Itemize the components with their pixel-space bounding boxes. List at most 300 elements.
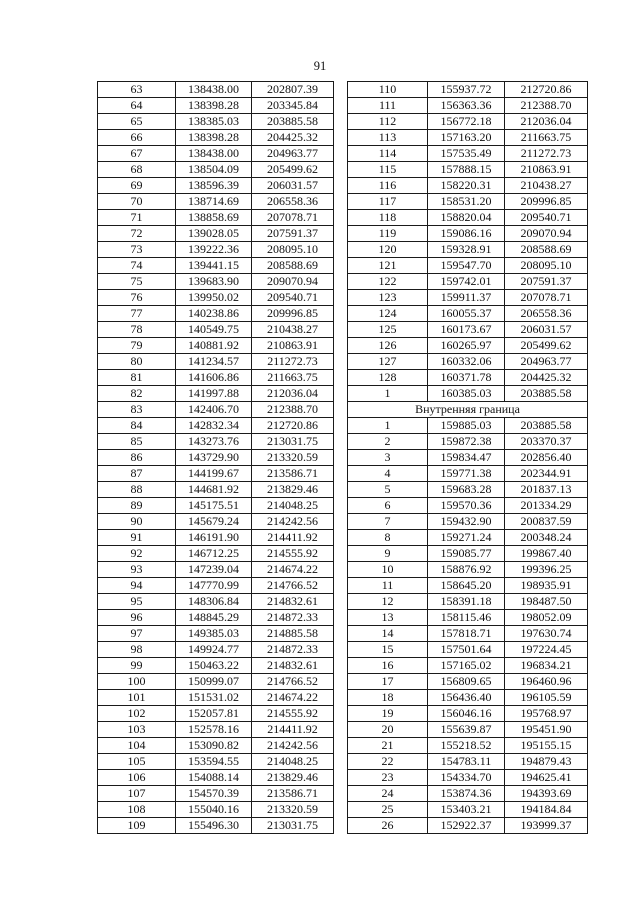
point-number-cell: 126	[348, 338, 428, 354]
point-number-cell: 63	[98, 82, 176, 98]
x-coordinate-cell: 148845.29	[176, 610, 252, 626]
table-row	[348, 290, 588, 306]
y-coordinate-cell: 204963.77	[252, 146, 334, 162]
x-coordinate-cell: 158820.04	[428, 210, 505, 226]
y-coordinate-cell: 200348.24	[505, 530, 588, 546]
point-number-cell: 109	[98, 818, 176, 834]
point-number-cell: 115	[348, 162, 428, 178]
y-coordinate-cell: 197630.74	[505, 626, 588, 642]
x-coordinate-cell: 157163.20	[428, 130, 505, 146]
x-coordinate-cell: 160055.37	[428, 306, 505, 322]
y-coordinate-cell: 207078.71	[505, 290, 588, 306]
point-number-cell: 101	[98, 690, 176, 706]
table-row	[98, 738, 334, 754]
point-number-cell: 98	[98, 642, 176, 658]
point-number-cell: 25	[348, 802, 428, 818]
x-coordinate-cell: 152057.81	[176, 706, 252, 722]
point-number-cell: 75	[98, 274, 176, 290]
table-row	[98, 626, 334, 642]
point-number-cell: 26	[348, 818, 428, 834]
point-number-cell: 113	[348, 130, 428, 146]
table-row	[98, 242, 334, 258]
x-coordinate-cell: 155937.72	[428, 82, 505, 98]
y-coordinate-cell: 206558.36	[252, 194, 334, 210]
point-number-cell: 78	[98, 322, 176, 338]
x-coordinate-cell: 150463.22	[176, 658, 252, 674]
point-number-cell: 65	[98, 114, 176, 130]
table-row	[98, 322, 334, 338]
point-number-cell: 83	[98, 402, 176, 418]
y-coordinate-cell: 196105.59	[505, 690, 588, 706]
table-row	[98, 338, 334, 354]
y-coordinate-cell: 213320.59	[252, 450, 334, 466]
table-row	[348, 546, 588, 562]
y-coordinate-cell: 196460.96	[505, 674, 588, 690]
point-number-cell: 74	[98, 258, 176, 274]
y-coordinate-cell: 212720.86	[252, 418, 334, 434]
point-number-cell: 120	[348, 242, 428, 258]
y-coordinate-cell: 213586.71	[252, 466, 334, 482]
x-coordinate-cell: 155218.52	[428, 738, 505, 754]
point-number-cell: 128	[348, 370, 428, 386]
y-coordinate-cell: 199396.25	[505, 562, 588, 578]
point-number-cell: 119	[348, 226, 428, 242]
y-coordinate-cell: 214885.58	[252, 626, 334, 642]
table-row	[98, 770, 334, 786]
point-number-cell: 105	[98, 754, 176, 770]
table-row	[98, 610, 334, 626]
x-coordinate-cell: 159570.36	[428, 498, 505, 514]
table-row	[348, 530, 588, 546]
point-number-cell: 100	[98, 674, 176, 690]
table-row	[348, 386, 588, 402]
point-number-cell: 16	[348, 658, 428, 674]
point-number-cell: 12	[348, 594, 428, 610]
y-coordinate-cell: 194184.84	[505, 802, 588, 818]
point-number-cell: 92	[98, 546, 176, 562]
y-coordinate-cell: 213031.75	[252, 818, 334, 834]
point-number-cell: 82	[98, 386, 176, 402]
x-coordinate-cell: 159771.38	[428, 466, 505, 482]
y-coordinate-cell: 205499.62	[505, 338, 588, 354]
x-coordinate-cell: 159683.28	[428, 482, 505, 498]
x-coordinate-cell: 160385.03	[428, 386, 505, 402]
y-coordinate-cell: 196834.21	[505, 658, 588, 674]
table-row	[348, 578, 588, 594]
table-row	[348, 194, 588, 210]
x-coordinate-cell: 158220.31	[428, 178, 505, 194]
y-coordinate-cell: 214242.56	[252, 514, 334, 530]
y-coordinate-cell: 193999.37	[505, 818, 588, 834]
table-row	[98, 514, 334, 530]
x-coordinate-cell: 147770.99	[176, 578, 252, 594]
point-number-cell: 6	[348, 498, 428, 514]
x-coordinate-cell: 139028.05	[176, 226, 252, 242]
y-coordinate-cell: 204425.32	[252, 130, 334, 146]
table-row	[348, 722, 588, 738]
section-header-row	[348, 402, 588, 418]
table-row	[98, 402, 334, 418]
point-number-cell: 84	[98, 418, 176, 434]
point-number-cell: 1	[348, 418, 428, 434]
y-coordinate-cell: 214555.92	[252, 546, 334, 562]
point-number-cell: 122	[348, 274, 428, 290]
y-coordinate-cell: 214832.61	[252, 658, 334, 674]
table-row	[348, 642, 588, 658]
table-row	[98, 146, 334, 162]
y-coordinate-cell: 203345.84	[252, 98, 334, 114]
x-coordinate-cell: 138438.00	[176, 82, 252, 98]
x-coordinate-cell: 140881.92	[176, 338, 252, 354]
y-coordinate-cell: 194879.43	[505, 754, 588, 770]
table-row	[98, 450, 334, 466]
y-coordinate-cell: 203370.37	[505, 434, 588, 450]
table-row	[348, 786, 588, 802]
y-coordinate-cell: 212036.04	[252, 386, 334, 402]
table-row	[348, 274, 588, 290]
point-number-cell: 7	[348, 514, 428, 530]
point-number-cell: 123	[348, 290, 428, 306]
point-number-cell: 80	[98, 354, 176, 370]
y-coordinate-cell: 210438.27	[505, 178, 588, 194]
point-number-cell: 102	[98, 706, 176, 722]
point-number-cell: 88	[98, 482, 176, 498]
table-row	[348, 258, 588, 274]
x-coordinate-cell: 156046.16	[428, 706, 505, 722]
x-coordinate-cell: 158645.20	[428, 578, 505, 594]
x-coordinate-cell: 149385.03	[176, 626, 252, 642]
table-row	[98, 130, 334, 146]
table-row	[98, 210, 334, 226]
table-row	[98, 434, 334, 450]
table-row	[98, 194, 334, 210]
table-row	[98, 306, 334, 322]
point-number-cell: 121	[348, 258, 428, 274]
x-coordinate-cell: 138398.28	[176, 98, 252, 114]
x-coordinate-cell: 158876.92	[428, 562, 505, 578]
table-row	[348, 242, 588, 258]
table-row	[98, 546, 334, 562]
point-number-cell: 73	[98, 242, 176, 258]
x-coordinate-cell: 159742.01	[428, 274, 505, 290]
y-coordinate-cell: 203885.58	[505, 386, 588, 402]
coordinates-table-right	[347, 81, 588, 834]
x-coordinate-cell: 159547.70	[428, 258, 505, 274]
x-coordinate-cell: 153594.55	[176, 754, 252, 770]
y-coordinate-cell: 213586.71	[252, 786, 334, 802]
x-coordinate-cell: 140238.86	[176, 306, 252, 322]
x-coordinate-cell: 140549.75	[176, 322, 252, 338]
y-coordinate-cell: 214832.61	[252, 594, 334, 610]
point-number-cell: 99	[98, 658, 176, 674]
y-coordinate-cell: 213031.75	[252, 434, 334, 450]
y-coordinate-cell: 211663.75	[252, 370, 334, 386]
point-number-cell: 69	[98, 178, 176, 194]
y-coordinate-cell: 210438.27	[252, 322, 334, 338]
x-coordinate-cell: 139950.02	[176, 290, 252, 306]
x-coordinate-cell: 157888.15	[428, 162, 505, 178]
point-number-cell: 124	[348, 306, 428, 322]
table-row	[348, 482, 588, 498]
y-coordinate-cell: 209070.94	[252, 274, 334, 290]
x-coordinate-cell: 138398.28	[176, 130, 252, 146]
table-row	[98, 354, 334, 370]
x-coordinate-cell: 151531.02	[176, 690, 252, 706]
table-row	[98, 370, 334, 386]
point-number-cell: 85	[98, 434, 176, 450]
y-coordinate-cell: 202807.39	[252, 82, 334, 98]
y-coordinate-cell: 207078.71	[252, 210, 334, 226]
table-row	[348, 338, 588, 354]
y-coordinate-cell: 212388.70	[505, 98, 588, 114]
x-coordinate-cell: 160332.06	[428, 354, 505, 370]
table-row	[98, 290, 334, 306]
point-number-cell: 23	[348, 770, 428, 786]
y-coordinate-cell: 213320.59	[252, 802, 334, 818]
y-coordinate-cell: 214411.92	[252, 530, 334, 546]
table-row	[348, 802, 588, 818]
x-coordinate-cell: 159086.16	[428, 226, 505, 242]
table-row	[98, 178, 334, 194]
table-row	[348, 354, 588, 370]
y-coordinate-cell: 204963.77	[505, 354, 588, 370]
y-coordinate-cell: 198487.50	[505, 594, 588, 610]
y-coordinate-cell: 214048.25	[252, 754, 334, 770]
point-number-cell: 64	[98, 98, 176, 114]
table-row	[348, 818, 588, 834]
y-coordinate-cell: 214872.33	[252, 642, 334, 658]
point-number-cell: 106	[98, 770, 176, 786]
y-coordinate-cell: 214555.92	[252, 706, 334, 722]
x-coordinate-cell: 156363.36	[428, 98, 505, 114]
point-number-cell: 125	[348, 322, 428, 338]
y-coordinate-cell: 214048.25	[252, 498, 334, 514]
y-coordinate-cell: 212036.04	[505, 114, 588, 130]
table-row	[348, 466, 588, 482]
point-number-cell: 97	[98, 626, 176, 642]
point-number-cell: 91	[98, 530, 176, 546]
table-row	[98, 466, 334, 482]
table-row	[348, 114, 588, 130]
table-row	[348, 754, 588, 770]
table-row	[348, 738, 588, 754]
y-coordinate-cell: 203885.58	[505, 418, 588, 434]
x-coordinate-cell: 153874.36	[428, 786, 505, 802]
table-row	[348, 594, 588, 610]
table-row	[98, 386, 334, 402]
table-row	[348, 306, 588, 322]
y-coordinate-cell: 209996.85	[252, 306, 334, 322]
table-row	[348, 770, 588, 786]
x-coordinate-cell: 146191.90	[176, 530, 252, 546]
table-row	[98, 82, 334, 98]
x-coordinate-cell: 149924.77	[176, 642, 252, 658]
y-coordinate-cell: 209540.71	[252, 290, 334, 306]
x-coordinate-cell: 138714.69	[176, 194, 252, 210]
table-row	[98, 690, 334, 706]
x-coordinate-cell: 152922.37	[428, 818, 505, 834]
table-row	[98, 674, 334, 690]
x-coordinate-cell: 157501.64	[428, 642, 505, 658]
x-coordinate-cell: 160173.67	[428, 322, 505, 338]
table-row	[348, 450, 588, 466]
y-coordinate-cell: 213829.46	[252, 482, 334, 498]
table-row	[98, 722, 334, 738]
y-coordinate-cell: 207591.37	[505, 274, 588, 290]
table-row	[348, 514, 588, 530]
table-row	[348, 626, 588, 642]
point-number-cell: 1	[348, 386, 428, 402]
x-coordinate-cell: 158391.18	[428, 594, 505, 610]
table-row	[348, 658, 588, 674]
x-coordinate-cell: 152578.16	[176, 722, 252, 738]
y-coordinate-cell: 200837.59	[505, 514, 588, 530]
x-coordinate-cell: 159911.37	[428, 290, 505, 306]
point-number-cell: 19	[348, 706, 428, 722]
x-coordinate-cell: 138385.03	[176, 114, 252, 130]
y-coordinate-cell: 209070.94	[505, 226, 588, 242]
table-row	[98, 114, 334, 130]
x-coordinate-cell: 155639.87	[428, 722, 505, 738]
point-number-cell: 9	[348, 546, 428, 562]
table-row	[98, 162, 334, 178]
y-coordinate-cell: 214411.92	[252, 722, 334, 738]
y-coordinate-cell: 209540.71	[505, 210, 588, 226]
x-coordinate-cell: 143273.76	[176, 434, 252, 450]
x-coordinate-cell: 154334.70	[428, 770, 505, 786]
x-coordinate-cell: 157535.49	[428, 146, 505, 162]
x-coordinate-cell: 159834.47	[428, 450, 505, 466]
y-coordinate-cell: 201837.13	[505, 482, 588, 498]
x-coordinate-cell: 158115.46	[428, 610, 505, 626]
table-row	[348, 370, 588, 386]
x-coordinate-cell: 156809.65	[428, 674, 505, 690]
point-number-cell: 96	[98, 610, 176, 626]
x-coordinate-cell: 156772.18	[428, 114, 505, 130]
point-number-cell: 21	[348, 738, 428, 754]
y-coordinate-cell: 214766.52	[252, 674, 334, 690]
x-coordinate-cell: 138596.39	[176, 178, 252, 194]
point-number-cell: 13	[348, 610, 428, 626]
table-row	[98, 658, 334, 674]
y-coordinate-cell: 201334.29	[505, 498, 588, 514]
y-coordinate-cell: 198935.91	[505, 578, 588, 594]
x-coordinate-cell: 141606.86	[176, 370, 252, 386]
table-row	[348, 674, 588, 690]
point-number-cell: 11	[348, 578, 428, 594]
point-number-cell: 8	[348, 530, 428, 546]
point-number-cell: 76	[98, 290, 176, 306]
table-row	[348, 146, 588, 162]
y-coordinate-cell: 202856.40	[505, 450, 588, 466]
table-row	[98, 706, 334, 722]
y-coordinate-cell: 211663.75	[505, 130, 588, 146]
x-coordinate-cell: 159432.90	[428, 514, 505, 530]
table-row	[98, 642, 334, 658]
x-coordinate-cell: 157818.71	[428, 626, 505, 642]
point-number-cell: 18	[348, 690, 428, 706]
y-coordinate-cell: 206031.57	[505, 322, 588, 338]
point-number-cell: 117	[348, 194, 428, 210]
x-coordinate-cell: 160265.97	[428, 338, 505, 354]
y-coordinate-cell: 206031.57	[252, 178, 334, 194]
x-coordinate-cell: 159872.38	[428, 434, 505, 450]
y-coordinate-cell: 195451.90	[505, 722, 588, 738]
table-row	[348, 130, 588, 146]
point-number-cell: 103	[98, 722, 176, 738]
table-row	[348, 418, 588, 434]
point-number-cell: 107	[98, 786, 176, 802]
point-number-cell: 87	[98, 466, 176, 482]
point-number-cell: 4	[348, 466, 428, 482]
y-coordinate-cell: 203885.58	[252, 114, 334, 130]
x-coordinate-cell: 144681.92	[176, 482, 252, 498]
y-coordinate-cell: 212720.86	[505, 82, 588, 98]
x-coordinate-cell: 154783.11	[428, 754, 505, 770]
point-number-cell: 17	[348, 674, 428, 690]
point-number-cell: 10	[348, 562, 428, 578]
y-coordinate-cell: 210863.91	[252, 338, 334, 354]
point-number-cell: 70	[98, 194, 176, 210]
table-row	[348, 98, 588, 114]
x-coordinate-cell: 158531.20	[428, 194, 505, 210]
table-row	[348, 210, 588, 226]
x-coordinate-cell: 157165.02	[428, 658, 505, 674]
table-row	[98, 594, 334, 610]
x-coordinate-cell: 146712.25	[176, 546, 252, 562]
point-number-cell: 116	[348, 178, 428, 194]
point-number-cell: 90	[98, 514, 176, 530]
table-row	[348, 610, 588, 626]
point-number-cell: 94	[98, 578, 176, 594]
point-number-cell: 77	[98, 306, 176, 322]
point-number-cell: 89	[98, 498, 176, 514]
point-number-cell: 72	[98, 226, 176, 242]
y-coordinate-cell: 199867.40	[505, 546, 588, 562]
x-coordinate-cell: 159328.91	[428, 242, 505, 258]
y-coordinate-cell: 210863.91	[505, 162, 588, 178]
point-number-cell: 111	[348, 98, 428, 114]
x-coordinate-cell: 154088.14	[176, 770, 252, 786]
x-coordinate-cell: 147239.04	[176, 562, 252, 578]
x-coordinate-cell: 139683.90	[176, 274, 252, 290]
table-row	[98, 274, 334, 290]
y-coordinate-cell: 208095.10	[252, 242, 334, 258]
point-number-cell: 95	[98, 594, 176, 610]
table-row	[98, 818, 334, 834]
y-coordinate-cell: 214766.52	[252, 578, 334, 594]
point-number-cell: 15	[348, 642, 428, 658]
x-coordinate-cell: 145175.51	[176, 498, 252, 514]
y-coordinate-cell: 194393.69	[505, 786, 588, 802]
y-coordinate-cell: 208095.10	[505, 258, 588, 274]
x-coordinate-cell: 142406.70	[176, 402, 252, 418]
table-row	[98, 562, 334, 578]
y-coordinate-cell: 214872.33	[252, 610, 334, 626]
table-row	[98, 530, 334, 546]
point-number-cell: 108	[98, 802, 176, 818]
x-coordinate-cell: 138504.09	[176, 162, 252, 178]
table-row	[348, 562, 588, 578]
y-coordinate-cell: 207591.37	[252, 226, 334, 242]
table-row	[98, 418, 334, 434]
table-row	[348, 162, 588, 178]
x-coordinate-cell: 143729.90	[176, 450, 252, 466]
x-coordinate-cell: 138858.69	[176, 210, 252, 226]
table-row	[348, 434, 588, 450]
table-row	[98, 802, 334, 818]
y-coordinate-cell: 214674.22	[252, 690, 334, 706]
